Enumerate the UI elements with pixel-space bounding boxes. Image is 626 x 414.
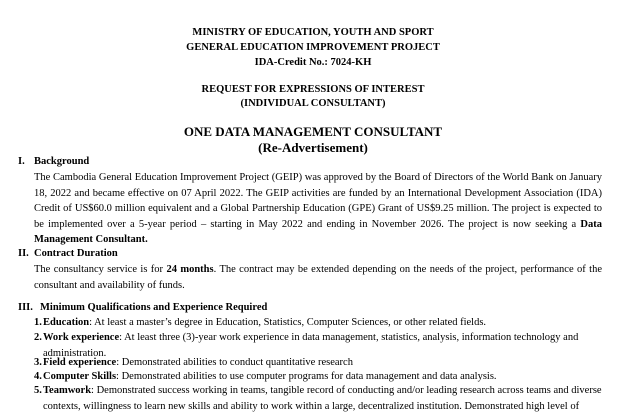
item-label: Field experience xyxy=(43,357,117,368)
item-number: 5. xyxy=(34,385,42,396)
request-title: REQUEST FOR EXPRESSIONS OF INTEREST xyxy=(201,84,425,95)
duration-text-before: The consultancy service is for xyxy=(34,264,167,275)
item-number: 4. xyxy=(34,371,42,382)
document-subtitle: (Re-Advertisement) xyxy=(258,140,368,155)
item-number: 2. xyxy=(34,332,42,343)
item-text: : At least three (3)-year work experience in data management, statistics, analysis, information technology and administration. xyxy=(43,332,579,359)
item-text: : Demonstrated abilities to use computer programs for data management and data analysis. xyxy=(116,371,497,382)
item-label: Education xyxy=(43,317,90,328)
duration-bold: 24 months xyxy=(166,264,214,275)
ministry-name: MINISTRY OF EDUCATION, YOUTH AND SPORT xyxy=(192,27,434,38)
section-number-background: I. xyxy=(18,156,25,167)
item-text: : At least a master’s degree in Education, Statistics, Computer Sciences, or other related fields. xyxy=(89,317,487,328)
background-text: The Cambodia General Education Improvement Project (GEIP) was approved by the Board of Directors of the World Bank on January 18, 2022 and became effective on 07 April 2022. The GEIP activities are funded by an International Development Association (IDA) Credit of US$60.0 million equivalent and a Global Partnership Education (GPE) Grant of US$9.25 million. The project is expected to be implemented over a 5-year period – starting in May 2022 and ending in November 2026. The project is now seeking a xyxy=(34,172,602,230)
qualification-item-education xyxy=(34,315,602,331)
item-number: 1. xyxy=(34,317,42,328)
request-subtitle: (INDIVIDUAL CONSULTANT) xyxy=(240,98,386,109)
item-label: Teamwork xyxy=(43,385,92,396)
section-heading-duration: Contract Duration xyxy=(34,248,118,259)
qualification-item-teamwork xyxy=(34,383,602,414)
item-text: : Demonstrated success working in teams, tangible record of conducting and/or leading research across teams and diverse contexts, willingness to learn new skills and ability to work within a large, decentralized institution. Demonstrated high level of xyxy=(43,385,602,412)
duration-text-after: . The contract may be extended depending on the needs of the project, performance of the consultant and availability of funds. xyxy=(34,264,603,291)
document-title: ONE DATA MANAGEMENT CONSULTANT xyxy=(183,124,443,139)
section-heading-background: Background xyxy=(34,156,90,167)
background-paragraph xyxy=(34,170,602,248)
background-bold-text: Data Management Consultant. xyxy=(34,218,602,245)
section-number-qualifications: III. xyxy=(18,302,33,313)
item-label: Work experience xyxy=(43,332,120,343)
section-number-duration: II. xyxy=(18,248,29,259)
item-text: : Demonstrated abilities to conduct quantitative research xyxy=(116,357,353,368)
project-name: GENERAL EDUCATION IMPROVEMENT PROJECT xyxy=(186,42,440,53)
item-label: Computer Skills xyxy=(43,371,117,382)
item-number: 3. xyxy=(34,357,42,368)
credit-number: IDA-Credit No.: 7024-KH xyxy=(254,57,372,68)
section-heading-qualifications: Minimum Qualifications and Experience Required xyxy=(40,302,268,313)
duration-paragraph xyxy=(34,262,602,293)
